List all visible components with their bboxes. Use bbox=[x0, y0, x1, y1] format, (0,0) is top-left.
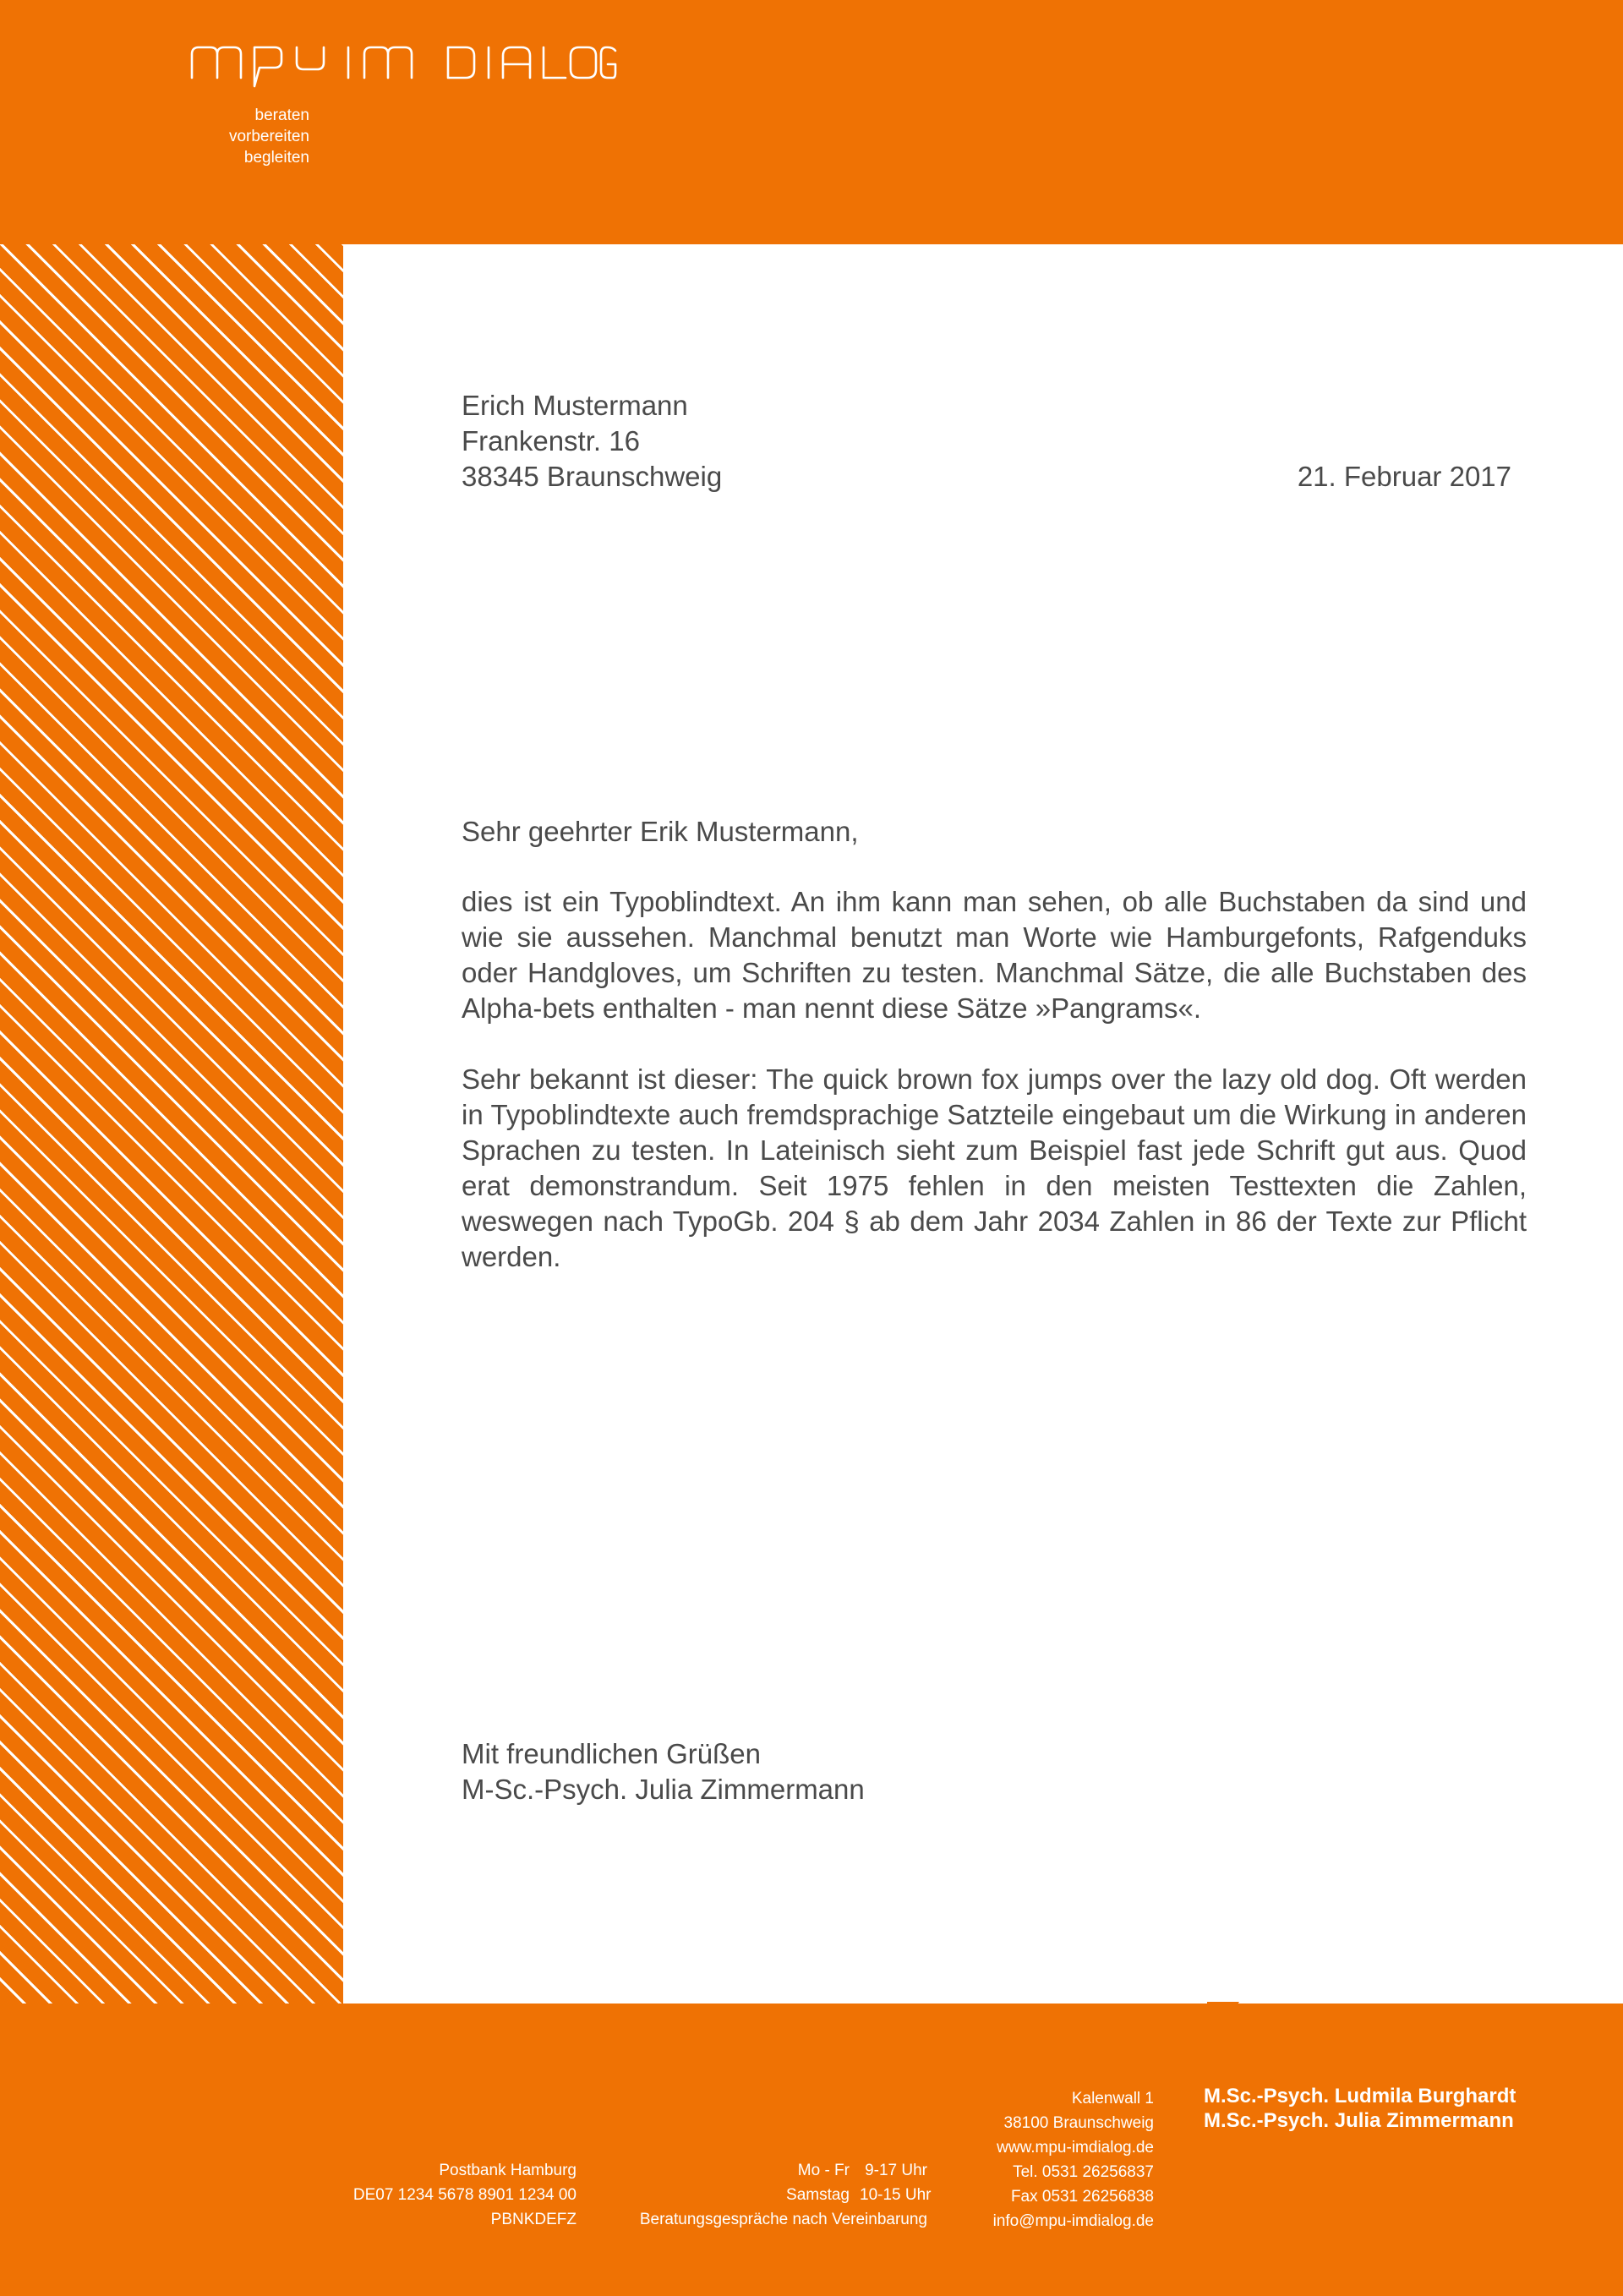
mpu-im-dialog-logo bbox=[190, 44, 617, 88]
closing-phrase: Mit freundlichen Grüßen bbox=[462, 1738, 761, 1769]
hours-note: Beratungsgespräche nach Vereinbarung bbox=[639, 2211, 927, 2228]
bank-bic: PBNKDEFZ bbox=[490, 2211, 577, 2228]
hours-day: Mo - Fr bbox=[797, 2162, 850, 2179]
bank-iban: DE07 1234 5678 8901 1234 00 bbox=[352, 2186, 577, 2204]
diagonal-stripe-panel bbox=[0, 244, 343, 2004]
closing-block bbox=[462, 1736, 1527, 1807]
hours-day: Samstag bbox=[786, 2186, 850, 2204]
salutation: Sehr geehrter Erik Mustermann, bbox=[462, 816, 859, 847]
tagline-line: begleiten bbox=[243, 149, 309, 167]
contact-phone: Tel. 0531 26256837 bbox=[1013, 2163, 1154, 2181]
letterhead-header bbox=[0, 0, 1623, 244]
hours-row bbox=[640, 2158, 927, 2183]
recipient-name: Erich Mustermann bbox=[462, 390, 688, 421]
practitioner-name: M.Sc.-Psych. Julia Zimmermann bbox=[1204, 2109, 1514, 2132]
contact-fax: Fax 0531 26256838 bbox=[1010, 2188, 1154, 2206]
tagline-line: vorbereiten bbox=[228, 128, 309, 145]
contact-email-link[interactable]: info@mpu-imdialog.de bbox=[992, 2212, 1154, 2230]
contact-website-link[interactable]: www.mpu-imdialog.de bbox=[997, 2139, 1154, 2157]
bank-name: Postbank Hamburg bbox=[439, 2162, 577, 2179]
tagline-line: beraten bbox=[254, 107, 309, 124]
recipient-street: Frankenstr. 16 bbox=[462, 425, 640, 456]
footer-contact bbox=[993, 2086, 1154, 2233]
signature-name: M-Sc.-Psych. Julia Zimmermann bbox=[462, 1774, 865, 1805]
hours-row bbox=[640, 2183, 932, 2207]
letter-date: 21. Februar 2017 bbox=[1297, 461, 1511, 492]
hours-time: 9-17 Uhr bbox=[865, 2162, 927, 2179]
letterhead-footer bbox=[0, 2004, 1623, 2296]
body-paragraph: Sehr bekannt ist dieser: The quick brown fox jumps over the lazy old dog. Oft werden in Typoblindtexte auch fremdsprachige Satzteile eingebaut um die Wirkung in anderen Sprachen zu testen. In Lateinisch sieht zum Beispiel fast jede Schrift gut aus. Quod erat demonstrandum. Seit 1975 fehlen in den meisten Testtexten die Zahlen, weswegen nach TypoGb. 204 § ab dem Jahr 2034 Zahlen in 86 der Texte zur Pflicht werden. bbox=[462, 1063, 1527, 1272]
body-paragraph: dies ist ein Typoblindtext. An ihm kann man sehen, ob alle Buchstaben da sind und wie sie aussehen. Manchmal benutzt man Worte wie Hamburgefonts, Rafgenduks oder Handgloves, um Schriften zu testen. Manchmal Sätze, die alle Buchstaben des Alpha-bets enthalten - man nennt diese Sätze »Pangrams«. bbox=[462, 886, 1527, 1024]
tagline bbox=[169, 105, 309, 168]
recipient-city: 38345 Braunschweig bbox=[462, 461, 723, 492]
hours-time: 10-15 Uhr bbox=[860, 2186, 932, 2204]
speech-bubble-notch bbox=[1207, 2002, 1239, 2051]
practitioner-name: M.Sc.-Psych. Ludmila Burghardt bbox=[1204, 2085, 1516, 2107]
footer-bank-details bbox=[353, 2158, 577, 2232]
contact-city: 38100 Braunschweig bbox=[1003, 2114, 1154, 2132]
contact-street: Kalenwall 1 bbox=[1071, 2090, 1154, 2107]
footer-opening-hours bbox=[639, 2158, 932, 2232]
footer-practitioners bbox=[1204, 2084, 1516, 2133]
